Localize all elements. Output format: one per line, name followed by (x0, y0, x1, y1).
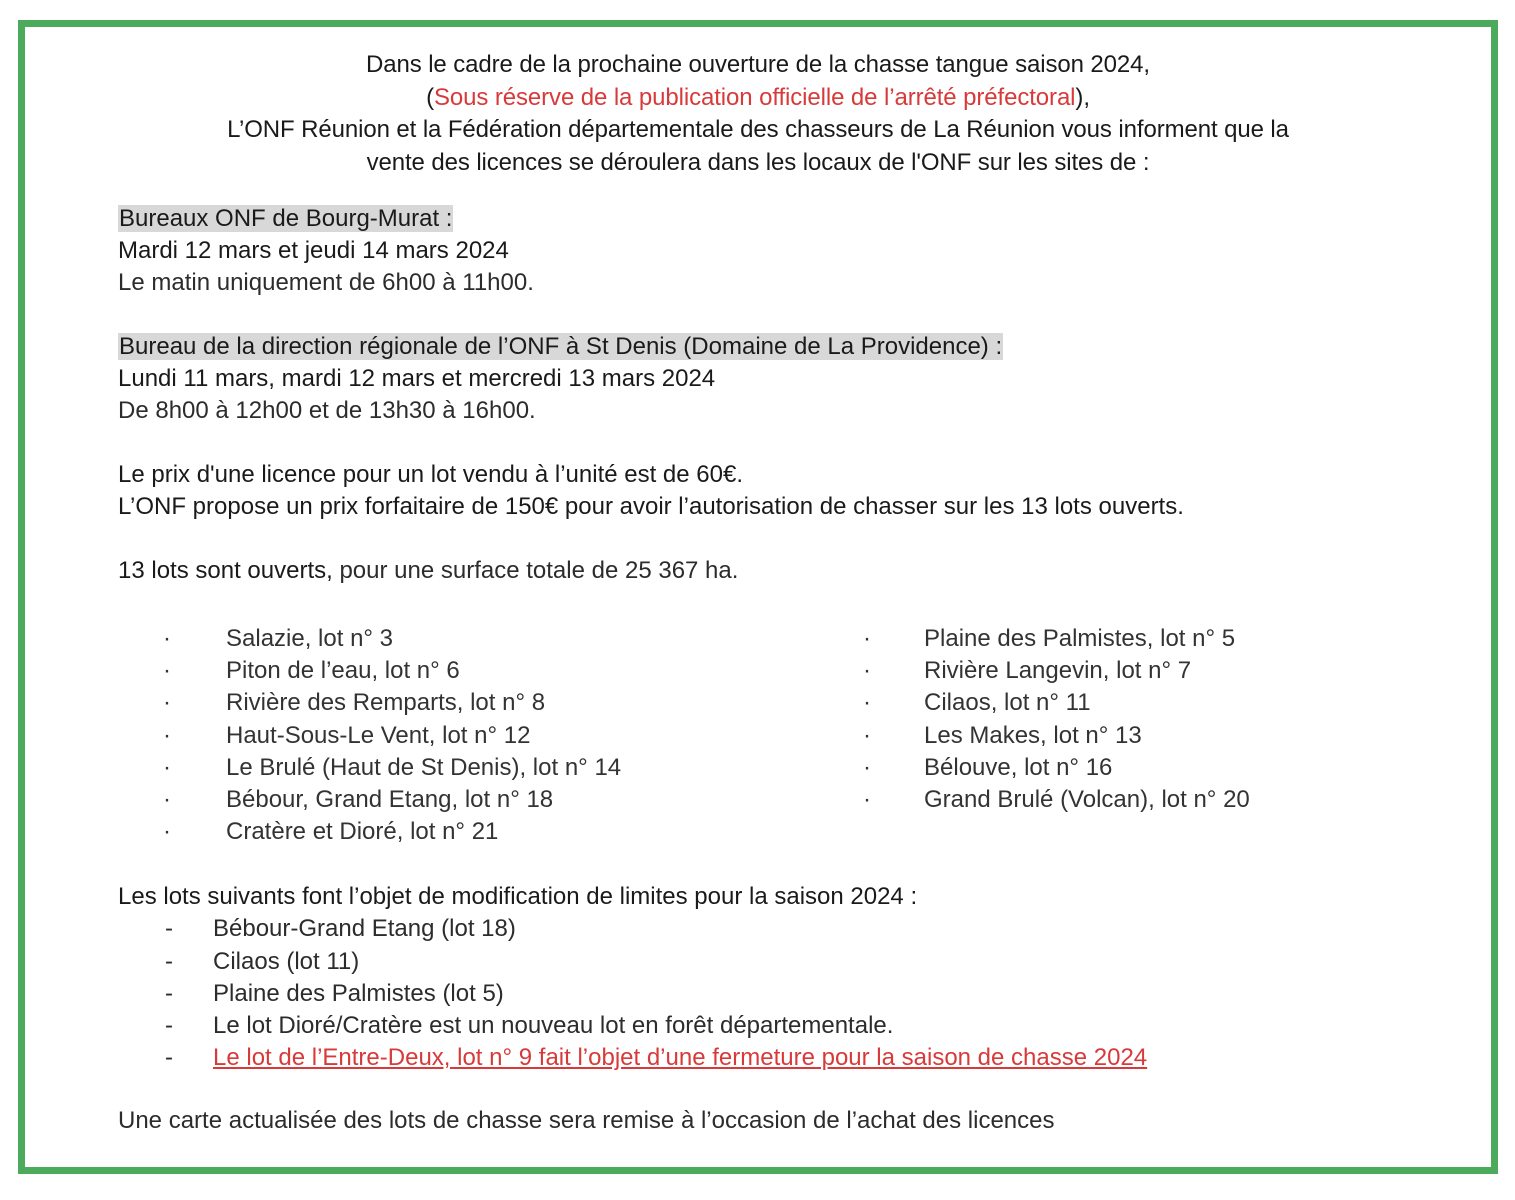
bullet-icon: · (163, 625, 171, 652)
list-item: · Cratère et Dioré, lot n° 21 (118, 816, 621, 848)
bullet-icon: · (863, 786, 871, 814)
lots-count: 13 lots sont ouverts, (118, 557, 333, 584)
bullet-icon: · (863, 753, 871, 781)
bullet-icon: · (163, 786, 171, 814)
list-item: - Cilaos (lot 11) (118, 946, 1147, 978)
modifications-heading: Les lots suivants font l’objet de modification de limites pour la saison 2024 : (118, 883, 918, 910)
bullet-icon: · (163, 818, 171, 846)
site-hours: De 8h00 à 12h00 et de 13h30 à 16h00. (118, 397, 536, 424)
intro-paragraph (25, 49, 1491, 179)
list-item: · Plaine des Palmistes, lot n° 5 (823, 623, 1250, 655)
list-item: · Piton de l’eau, lot n° 6 (118, 655, 621, 687)
notice-frame (18, 20, 1498, 1174)
list-item: · Le Brulé (Haut de St Denis), lot n° 14 (118, 752, 621, 784)
lots-surface: pour une surface totale de 25 367 ha. (332, 557, 739, 584)
intro-line-4: vente des licences se déroulera dans les locaux de l'ONF sur les sites de : (366, 148, 1150, 176)
dash-icon: - (165, 947, 173, 975)
price-flat-rate: L’ONF propose un prix forfaitaire de 150€ pour avoir l’autorisation de chasser sur les 13 lots ouverts. (118, 493, 1184, 520)
list-item: · Haut-Sous-Le Vent, lot n° 12 (118, 720, 621, 752)
site-st-denis (118, 331, 1003, 427)
lots-summary (118, 555, 738, 587)
dash-icon: - (165, 1012, 173, 1040)
price-single-lot: Le prix d'une licence pour un lot vendu à l’unité est de 60€. (118, 461, 744, 488)
site-dates: Mardi 12 mars et jeudi 14 mars 2024 (118, 237, 509, 264)
pricing (118, 459, 1184, 523)
bullet-icon: · (163, 753, 171, 781)
site-bourg-murat (118, 203, 534, 299)
paren-close: ), (1075, 83, 1090, 111)
closure-notice: - Le lot de l’Entre-Deux, lot n° 9 fait l’objet d’une fermeture pour la saison de chasse 2024 (118, 1042, 1147, 1074)
modifications-section (118, 881, 1147, 1075)
intro-line-1: Dans le cadre de la prochaine ouverture de la chasse tangue saison 2024, (366, 51, 1150, 78)
site-title: Bureau de la direction régionale de l’ONF à St Denis (Domaine de La Providence) : (119, 333, 1003, 360)
bullet-icon: · (863, 625, 871, 652)
bullet-icon: · (163, 657, 171, 685)
list-item: · Salazie, lot n° 3 (118, 623, 621, 655)
site-title: Bureaux ONF de Bourg-Murat : (119, 205, 453, 232)
site-dates: Lundi 11 mars, mardi 12 mars et mercredi 13 mars 2024 (118, 365, 716, 392)
list-item: · Rivière Langevin, lot n° 7 (823, 655, 1250, 687)
dash-icon: - (165, 979, 173, 1007)
list-item: · Bébour, Grand Etang, lot n° 18 (118, 784, 621, 816)
intro-line-2 (25, 82, 1491, 115)
list-item: · Rivière des Remparts, lot n° 8 (118, 687, 621, 719)
bullet-icon: · (163, 689, 171, 717)
list-item: · Cilaos, lot n° 11 (823, 687, 1250, 719)
dash-icon: - (165, 915, 173, 943)
lots-list-left (118, 623, 621, 848)
bullet-icon: · (863, 721, 871, 749)
bullet-icon: · (863, 689, 871, 717)
lots-list-right (823, 623, 1250, 816)
site-hours: Le matin uniquement de 6h00 à 11h00. (118, 269, 534, 296)
footer-note: Une carte actualisée des lots de chasse sera remise à l’occasion de l’achat des licences (118, 1107, 1055, 1134)
prefectoral-disclaimer: Sous réserve de la publication officielle de l’arrêté préfectoral (434, 83, 1076, 111)
list-item: · Grand Brulé (Volcan), lot n° 20 (823, 784, 1250, 816)
list-item: - Le lot Dioré/Cratère est un nouveau lot en forêt départementale. (118, 1010, 1147, 1042)
bullet-icon: · (163, 721, 171, 749)
list-item: - Bébour-Grand Etang (lot 18) (118, 913, 1147, 945)
dash-icon: - (165, 1044, 173, 1072)
intro-line-3: L’ONF Réunion et la Fédération départementale des chasseurs de La Réunion vous informent que la (227, 116, 1289, 143)
list-item: - Plaine des Palmistes (lot 5) (118, 978, 1147, 1010)
list-item: · Les Makes, lot n° 13 (823, 720, 1250, 752)
paren-open: ( (426, 83, 434, 111)
bullet-icon: · (863, 657, 871, 685)
list-item: · Bélouve, lot n° 16 (823, 752, 1250, 784)
